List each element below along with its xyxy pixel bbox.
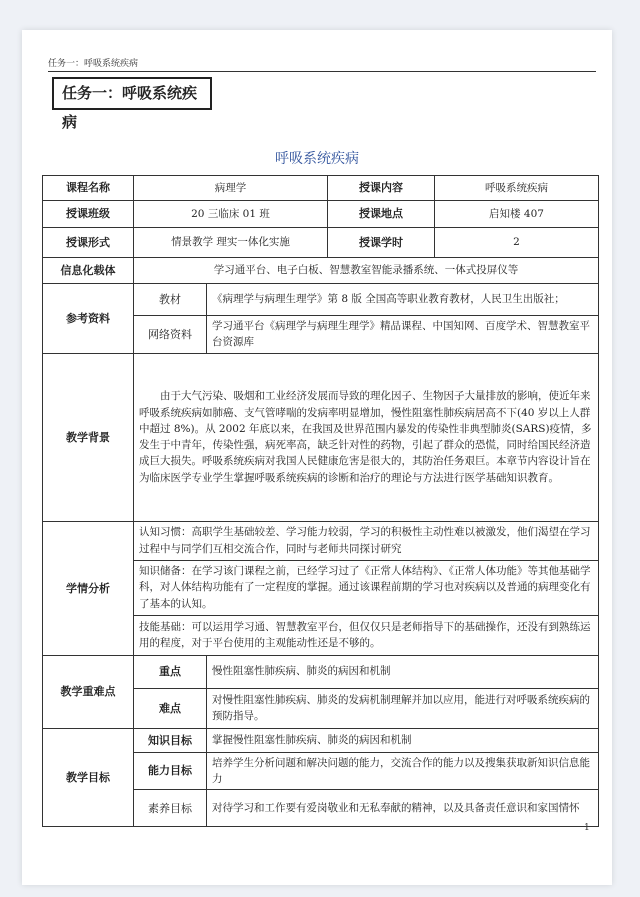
place-label: 授课地点 xyxy=(328,201,435,228)
course-name-label: 课程名称 xyxy=(43,176,134,201)
analysis-cognition: 认知习惯：高职学生基础较差、学习能力较弱，学习的积极性主动性难以被激发，他们渴望在学习过程中与同学们互相交流合作，同时与老师共同探讨研究 xyxy=(134,521,599,560)
references-label: 参考资料 xyxy=(43,284,134,354)
background-label: 教学背景 xyxy=(43,353,134,521)
table-row xyxy=(43,201,599,228)
form-value: 情景教学 理实一体化实施 xyxy=(134,228,328,258)
header-rule xyxy=(48,71,596,72)
table-row xyxy=(43,228,599,258)
background-text: 由于大气污染、吸烟和工业经济发展而导致的理化因子、生物因子大量排放的影响，使近年来呼吸系统疾病如肺癌、支气管哮喘的发病率明显增加，慢性阻塞性肺疾病居高不下(40 岁以上人群中超过 8%)。从 2002 年底以来，在我国及世界范围内暴发的传染性非典型肺炎(SARS)疫情，多发生于中青年，传染性强，病死率高，缺乏针对性的药物，引起了群众的恐慌，同时给国民经济造成巨大损失。呼吸系统疾病对我国人民健康危害是很大的，其防治任务艰巨。本章节内容设计旨在为临床医学专业学生掌握呼吸系统疾病的诊断和治疗的理论与方法进行医学基础知识教育。 xyxy=(134,353,599,521)
form-label: 授课形式 xyxy=(43,228,134,258)
focus-value: 慢性阻塞性肺疾病、肺炎的病因和机制 xyxy=(207,655,599,688)
difficulty-label: 难点 xyxy=(134,688,207,728)
quality-objective-value: 对待学习和工作要有爱岗敬业和无私奉献的精神，以及具备责任意识和家国情怀 xyxy=(207,790,599,827)
table-row xyxy=(43,521,599,560)
course-name-value: 病理学 xyxy=(134,176,328,201)
knowledge-objective-value: 掌握慢性阻塞性肺疾病、肺炎的病因和机制 xyxy=(207,728,599,752)
table-row xyxy=(43,728,599,752)
course-content-label: 授课内容 xyxy=(328,176,435,201)
table-row xyxy=(43,655,599,688)
running-header: 任务一：呼吸系统疾病 xyxy=(48,59,139,69)
hours-value: 2 xyxy=(435,228,599,258)
table-row xyxy=(43,176,599,201)
quality-objective-label: 素养目标 xyxy=(134,790,207,827)
place-value: 启知楼 407 xyxy=(435,201,599,228)
page-number: 1 xyxy=(584,823,590,833)
analysis-knowledge: 知识储备：在学习该门课程之前，已经学习过了《正常人体结构》、《正常人体功能》等其他基础学科，对人体结构功能有了一定程度的掌握。通过该课程前期的学习也对疾病以及普通的病理变化有了基本的认知。 xyxy=(134,560,599,615)
objectives-label: 教学目标 xyxy=(43,728,134,827)
table-row xyxy=(43,353,599,521)
document-title: 呼吸系统疾病 xyxy=(275,151,359,167)
carrier-value: 学习通平台、电子白板、智慧教室智能录播系统、一体式投屏仪等 xyxy=(134,258,599,284)
online-resources-value: 学习通平台《病理学与病理生理学》精品课程、中国知网、百度学术、智慧教室平台资源库 xyxy=(207,316,599,354)
hours-label: 授课学时 xyxy=(328,228,435,258)
table-row xyxy=(43,258,599,284)
lesson-plan-table xyxy=(42,175,599,827)
focus-label: 重点 xyxy=(134,655,207,688)
table-row xyxy=(43,284,599,316)
textbook-value: 《病理学与病理生理学》第 8 版 全国高等职业教育教材，人民卫生出版社； xyxy=(207,284,599,316)
online-resources-label: 网络资料 xyxy=(134,316,207,354)
analysis-label: 学情分析 xyxy=(43,521,134,655)
ability-objective-label: 能力目标 xyxy=(134,752,207,790)
course-content-value: 呼吸系统疾病 xyxy=(435,176,599,201)
ability-objective-value: 培养学生分析问题和解决问题的能力，交流合作的能力以及搜集获取新知识信息能力 xyxy=(207,752,599,790)
difficulty-value: 对慢性阻塞性肺疾病、肺炎的发病机制理解并加以应用，能进行对呼吸系统疾病的预防指导。 xyxy=(207,688,599,728)
class-value: 20 三临床 01 班 xyxy=(134,201,328,228)
knowledge-objective-label: 知识目标 xyxy=(134,728,207,752)
task-title-box: 任务一：呼吸系统疾病 xyxy=(52,77,212,110)
key-points-label: 教学重难点 xyxy=(43,655,134,728)
class-label: 授课班级 xyxy=(43,201,134,228)
carrier-label: 信息化载体 xyxy=(43,258,134,284)
analysis-skills: 技能基础：可以运用学习通、智慧教室平台，但仅仅只是老师指导下的基础操作，还没有到熟练运用的程度，对于平台使用的主观能动性还是不够的。 xyxy=(134,615,599,655)
textbook-label: 教材 xyxy=(134,284,207,316)
document-page xyxy=(22,30,612,885)
